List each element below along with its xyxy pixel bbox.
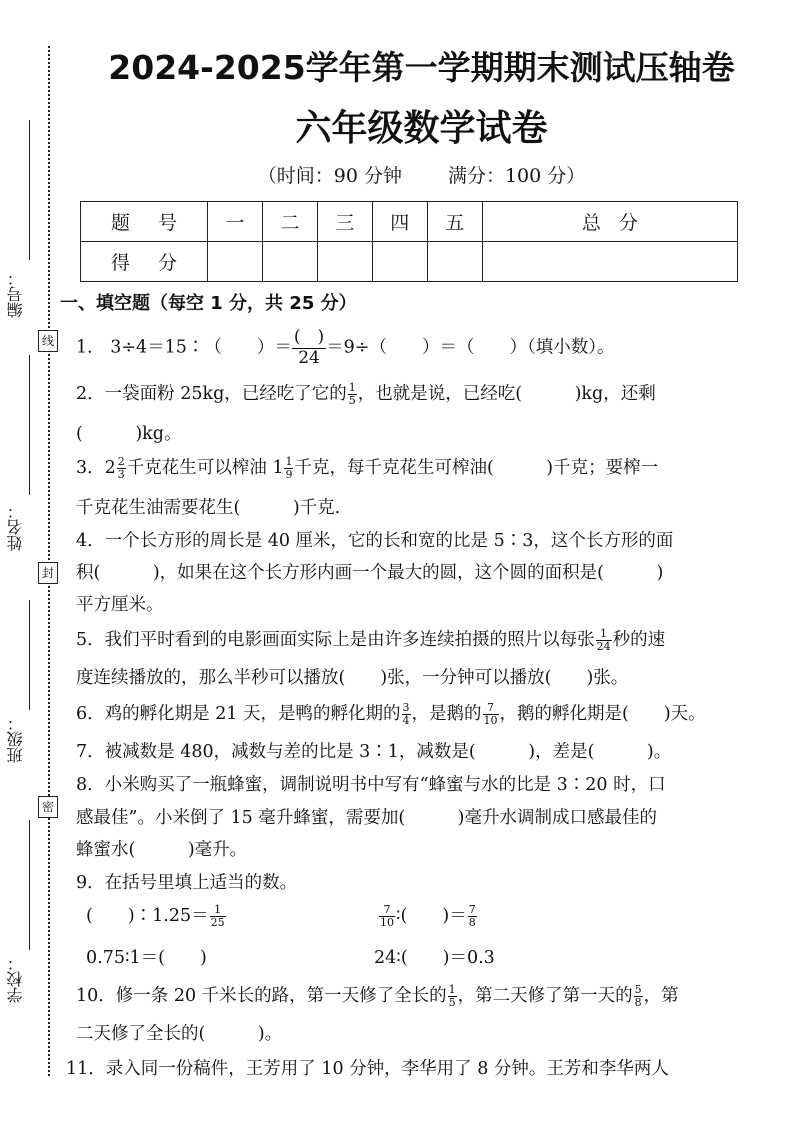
q1-part-b: ＝9÷（ ）＝（ ）（填小数）。 xyxy=(326,337,615,358)
q9a-denominator: 25 xyxy=(210,916,225,929)
q2-part-b: ，也就是说，已经吃( )kg，还剩 xyxy=(357,384,656,404)
exam-title: 2024-2025学年第一学期期末测试压轴卷 xyxy=(108,48,735,87)
q3-m1-denominator: 3 xyxy=(117,468,125,481)
score-cell-2: 二 xyxy=(262,202,317,242)
q5-part-b: 秒的速 xyxy=(612,630,666,650)
exam-time: （时间：90 分钟 xyxy=(257,165,402,187)
q6-f1-denominator: 4 xyxy=(402,714,410,727)
q3-m1-numerator: 2 xyxy=(117,455,125,469)
q3-part-a: 3．2 xyxy=(76,458,116,478)
q9b-text: ∶( )＝ xyxy=(396,906,467,926)
q3-m2-numerator: 1 xyxy=(285,455,293,469)
binding-label-class: 班级： xyxy=(6,715,25,763)
seal-line: 线 xyxy=(38,330,58,352)
question-9d: 24∶( )＝0.3 xyxy=(374,948,495,968)
binding-dotted-line xyxy=(48,46,50,1076)
q9a-fraction xyxy=(210,904,226,928)
question-6 xyxy=(76,700,706,727)
score-cell-5: 五 xyxy=(427,202,482,242)
q3-part-c: 千克，每千克花生可榨油( )千克；要榨一 xyxy=(294,458,659,478)
exam-subtitle: 六年级数学试卷 xyxy=(295,108,548,149)
q10-f1-denominator: 5 xyxy=(448,996,456,1009)
score-input-2[interactable] xyxy=(262,242,317,282)
q10-part-b: ，第二天修了第一天的 xyxy=(457,986,633,1006)
section-title: 一、填空题（每空 1 分，共 25 分） xyxy=(60,293,357,314)
binding-rule-school xyxy=(29,820,30,950)
q9a-numerator: 1 xyxy=(210,904,226,917)
q5-fraction xyxy=(596,628,612,652)
q6-fraction-1 xyxy=(402,702,411,726)
score-input-4[interactable] xyxy=(372,242,427,282)
question-4-line2: 积( )，如果在这个长方形内画一个最大的圆，这个圆的面积是( ) xyxy=(76,563,664,583)
q6-part-c: ，鹅的孵化期是( )天。 xyxy=(499,704,706,724)
q3-m2-denominator: 9 xyxy=(285,468,293,481)
question-4-line3: 平方厘米。 xyxy=(76,595,164,615)
question-8-line1: 8．小米购买了一瓶蜂蜜，调制说明书中写有“蜂蜜与水的比是 3∶20 时，口 xyxy=(76,775,666,795)
q1-fraction xyxy=(292,328,326,368)
q9b-right-denominator: 8 xyxy=(468,916,476,929)
binding-rule-class xyxy=(29,600,30,710)
q3-mixed-fraction-1 xyxy=(117,456,126,480)
score-table-header-row xyxy=(81,202,738,242)
q5-fraction-numerator: 1 xyxy=(596,628,612,641)
binding-rule-number xyxy=(29,120,30,260)
q10-f2-denominator: 8 xyxy=(634,996,642,1009)
score-table xyxy=(80,201,738,282)
q6-f2-denominator: 10 xyxy=(483,714,498,727)
score-cell-1: 一 xyxy=(208,202,263,242)
question-10 xyxy=(76,982,679,1009)
question-7: 7．被减数是 480，减数与差的比是 3∶1，减数是( )，差是( )。 xyxy=(76,742,672,762)
q1-fraction-numerator: ( ) xyxy=(293,327,325,347)
question-8-line3: 蜂蜜水( )毫升。 xyxy=(76,840,248,860)
score-input-5[interactable] xyxy=(427,242,482,282)
binding-label-name: 姓名： xyxy=(6,503,25,551)
score-cell-4: 四 xyxy=(372,202,427,242)
q1-part-a: 1． 3÷4＝15∶（ ）＝ xyxy=(76,337,292,358)
q2-fraction-numerator: 1 xyxy=(348,381,356,395)
q9b-left-denominator: 10 xyxy=(380,916,394,929)
question-10-line2: 二天修了全长的( )。 xyxy=(76,1024,283,1044)
question-9a xyxy=(86,902,227,929)
question-3-line2: 千克花生油需要花生( )千克. xyxy=(76,498,341,518)
binding-rule-name xyxy=(29,355,30,495)
score-table-score-row xyxy=(81,242,738,282)
q1-fraction-denominator: 24 xyxy=(298,347,320,368)
seal-secret: 密 xyxy=(38,796,58,818)
q9b-fraction-right xyxy=(468,904,477,928)
q9a-text: ( )∶1.25＝ xyxy=(86,906,209,926)
exam-meta xyxy=(50,161,793,188)
q2-part-a: 2．一袋面粉 25kg，已经吃了它的 xyxy=(76,384,347,404)
question-11: 11．录入同一份稿件，王芳用了 10 分钟，李华用了 8 分钟。王芳和李华两人 xyxy=(66,1059,669,1079)
q5-part-a: 5．我们平时看到的电影画面实际上是由许多连续拍摄的照片以每张 xyxy=(76,630,595,650)
q6-fraction-2 xyxy=(483,702,499,726)
score-input-1[interactable] xyxy=(208,242,263,282)
question-9b xyxy=(378,902,478,929)
question-4-line1: 4．一个长方形的周长是 40 厘米，它的长和宽的比是 5∶3，这个长方形的面 xyxy=(76,531,674,551)
score-cell-total: 总分 xyxy=(482,202,737,242)
q5-fraction-denominator: 24 xyxy=(596,640,611,653)
q6-f2-numerator: 7 xyxy=(483,702,499,715)
q10-f2-numerator: 5 xyxy=(634,983,642,997)
binding-label-school: 学校： xyxy=(6,955,25,1003)
q3-mixed-fraction-2 xyxy=(284,456,293,480)
q9b-right-numerator: 7 xyxy=(468,903,476,917)
score-input-3[interactable] xyxy=(317,242,372,282)
q10-fraction-2 xyxy=(634,984,643,1008)
q10-part-c: ，第 xyxy=(643,986,679,1006)
score-cell-label: 题号 xyxy=(81,202,208,242)
q10-fraction-1 xyxy=(448,984,457,1008)
question-1 xyxy=(76,328,614,368)
score-cell-3: 三 xyxy=(317,202,372,242)
q9b-fraction-left xyxy=(379,904,395,928)
q6-f1-numerator: 3 xyxy=(402,701,410,715)
question-2 xyxy=(76,380,656,407)
question-5 xyxy=(76,626,665,653)
question-9c: 0.75∶1＝( ) xyxy=(86,948,207,968)
exam-full-score: 满分：100 分） xyxy=(447,165,586,187)
question-2-line2: ( )kg。 xyxy=(76,424,182,444)
score-input-total[interactable] xyxy=(482,242,737,282)
seal-seal: 封 xyxy=(38,562,58,584)
question-9-title: 9．在括号里填上适当的数。 xyxy=(76,873,298,893)
q10-part-a: 10．修一条 20 千米长的路，第一天修了全长的 xyxy=(76,986,447,1006)
score-row-label: 得分 xyxy=(81,242,208,282)
question-8-line2: 感最佳”。小米倒了 15 毫升蜂蜜，需要加( )毫升水调制成口感最佳的 xyxy=(76,808,657,828)
q2-fraction xyxy=(348,382,357,406)
q9b-left-numerator: 7 xyxy=(379,904,395,917)
q10-f1-numerator: 1 xyxy=(448,983,456,997)
q6-part-b: ，是鹅的 xyxy=(411,704,482,724)
q2-fraction-denominator: 5 xyxy=(348,394,356,407)
question-3 xyxy=(76,454,658,481)
question-5-line2: 度连续播放的，那么半秒可以播放( )张，一分钟可以播放( )张。 xyxy=(76,668,629,688)
q3-part-b: 千克花生可以榨油 1 xyxy=(126,458,284,478)
binding-label-number: 编号： xyxy=(6,270,25,318)
q6-part-a: 6．鸡的孵化期是 21 天，是鸭的孵化期的 xyxy=(76,704,401,724)
